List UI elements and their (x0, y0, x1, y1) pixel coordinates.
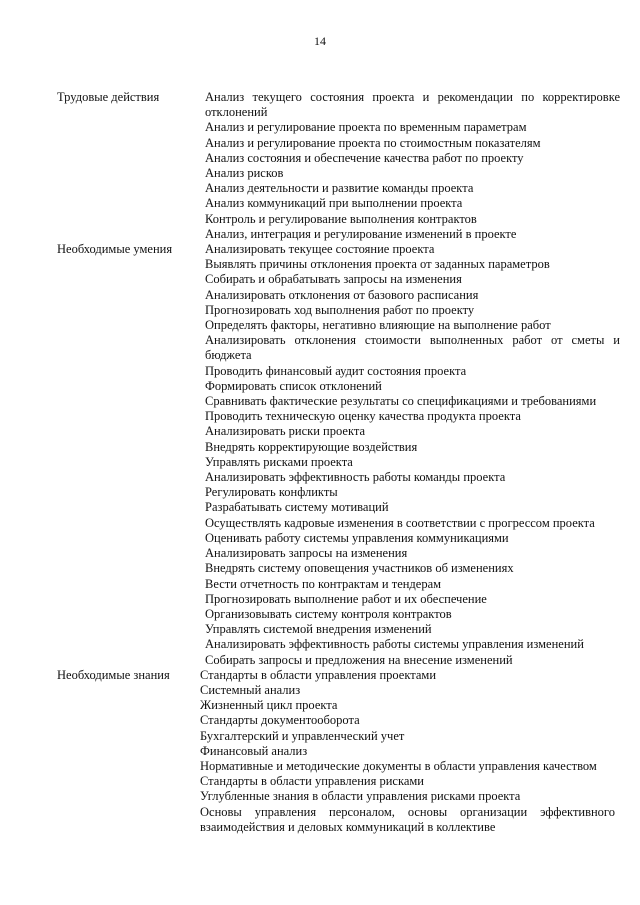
list-item: Анализировать отклонения от базового расписания (205, 287, 479, 302)
list-item: Финансовый анализ (200, 743, 308, 758)
list-item: Оценивать работу системы управления коммуникациями (205, 530, 509, 545)
list-item: Вести отчетность по контрактам и тендерам (205, 576, 442, 591)
list-item: Организовывать систему контроля контрактов (205, 606, 452, 621)
list-item: Разрабатывать систему мотиваций (205, 500, 389, 515)
list-item: Стандарты в области управления рисками (200, 774, 424, 789)
list-item: Прогнозировать ход выполнения работ по проекту (205, 302, 475, 317)
list-item: Собирать и обрабатывать запросы на изменения (205, 272, 462, 287)
list-item: Анализ состояния и обеспечение качества работ по проекту (205, 150, 524, 165)
list-item: Анализ коммуникаций при выполнении проекта (205, 196, 463, 211)
list-item: Анализировать отклонения стоимости выполненных работ от сметы и бюджета (205, 333, 620, 363)
list-item: Определять факторы, негативно влияющие на выполнение работ (205, 318, 551, 333)
list-item: Выявлять причины отклонения проекта от заданных параметров (205, 257, 550, 272)
list-item: Анализ рисков (205, 166, 284, 181)
section-items (205, 90, 620, 242)
document-body (0, 90, 640, 835)
list-item: Проводить техническую оценку качества продукта проекта (205, 409, 521, 424)
list-item: Проводить финансовый аудит состояния проекта (205, 363, 467, 378)
list-item: Управлять рисками проекта (205, 454, 353, 469)
section-required-knowledge (0, 668, 640, 835)
list-item: Анализировать текущее состояние проекта (205, 242, 435, 257)
section-label: Необходимые знания (57, 667, 170, 682)
section-required-skills (0, 242, 640, 668)
list-item: Системный анализ (200, 682, 301, 697)
list-item: Анализировать эффективность работы команды проекта (205, 470, 506, 485)
list-item: Управлять системой внедрения изменений (205, 622, 432, 637)
list-item: Контроль и регулирование выполнения контрактов (205, 211, 477, 226)
list-item: Регулировать конфликты (205, 485, 338, 500)
page-number: 14 (314, 34, 326, 48)
list-item: Жизненный цикл проекта (200, 698, 338, 713)
section-items (200, 668, 615, 835)
list-item: Стандарты документооборота (200, 713, 360, 728)
list-item: Осуществлять кадровые изменения в соответствии с прогрессом проекта (205, 515, 595, 530)
list-item: Основы управления персоналом, основы организации эффективного взаимодействия и деловых коммуникаций в коллективе (200, 804, 615, 834)
list-item: Анализировать риски проекта (205, 424, 366, 439)
section-label: Необходимые умения (57, 242, 173, 257)
list-item: Анализировать запросы на изменения (205, 546, 408, 561)
list-item: Формировать список отклонений (205, 378, 382, 393)
section-labor-actions (0, 90, 640, 242)
list-item: Сравнивать фактические результаты со спецификациями и требованиями (205, 394, 597, 409)
list-item: Анализ, интеграция и регулирование изменений в проекте (205, 226, 517, 241)
list-item: Анализ деятельности и развитие команды проекта (205, 181, 474, 196)
list-item: Внедрять корректирующие воздействия (205, 439, 418, 454)
section-items (205, 242, 620, 668)
list-item: Анализ и регулирование проекта по стоимостным показателям (205, 135, 541, 150)
list-item: Собирать запросы и предложения на внесение изменений (205, 652, 513, 667)
list-item: Анализировать эффективность работы системы управления изменений (205, 637, 584, 652)
list-item: Стандарты в области управления проектами (200, 667, 437, 682)
list-item: Бухгалтерский и управленческий учет (200, 728, 405, 743)
list-item: Анализ текущего состояния проекта и рекомендации по корректировке отклонений (205, 90, 620, 120)
list-item: Анализ и регулирование проекта по временным параметрам (205, 120, 527, 135)
list-item: Нормативные и методические документы в области управления качеством (200, 758, 597, 773)
list-item: Прогнозировать выполнение работ и их обеспечение (205, 591, 487, 606)
list-item: Внедрять систему оповещения участников об изменениях (205, 561, 514, 576)
section-label: Трудовые действия (57, 90, 160, 104)
list-item: Углубленные знания в области управления рисками проекта (200, 789, 521, 804)
